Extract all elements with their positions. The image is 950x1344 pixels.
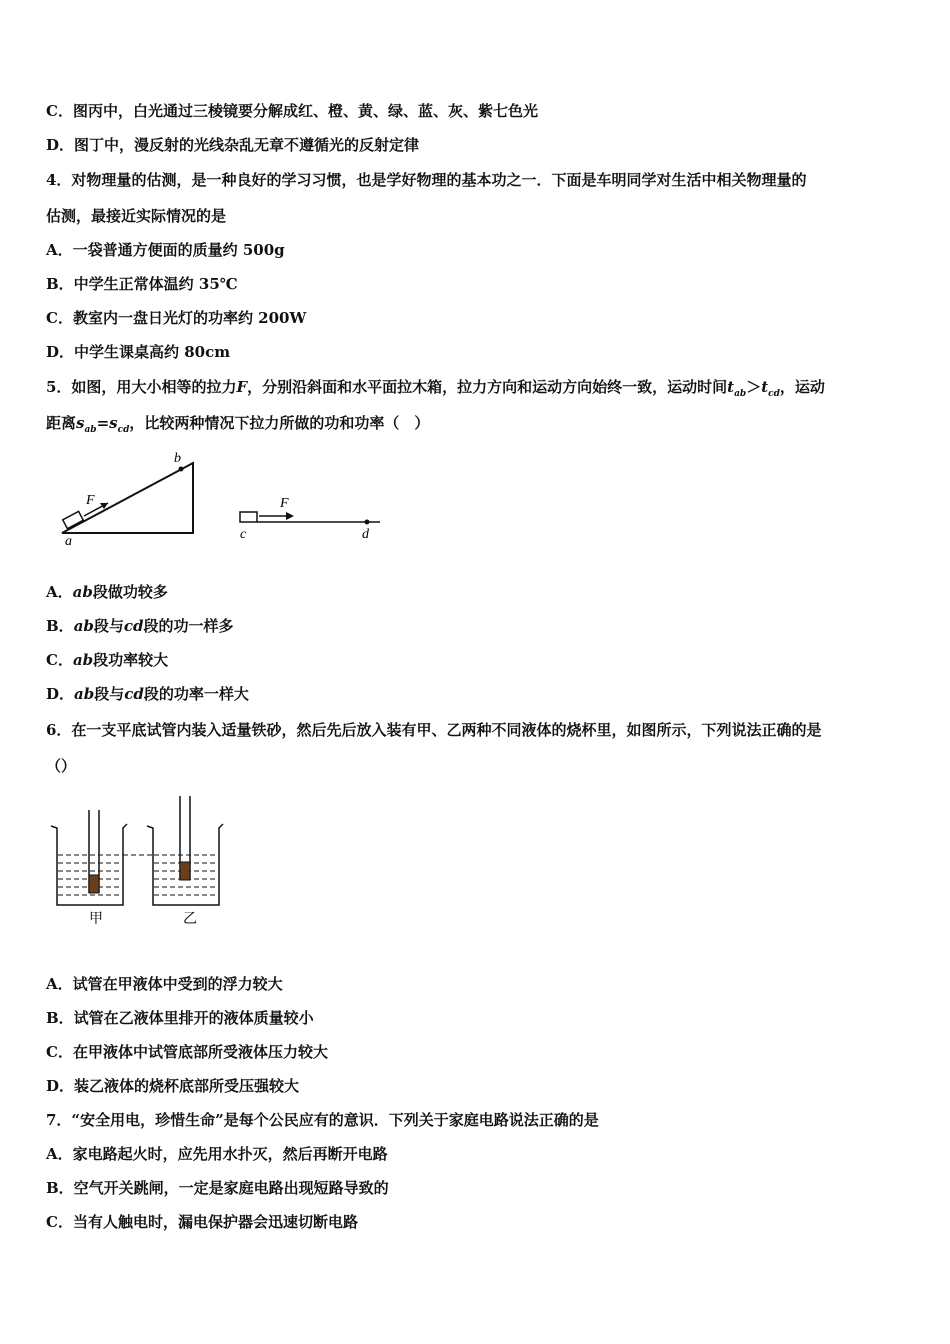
q4-stem-line1: 4．对物理量的估测，是一种良好的学习习惯，也是学好物理的基本功之一．下面是车明同学对生活中相关物理量的 bbox=[46, 171, 807, 189]
test-tube-yi bbox=[180, 862, 190, 880]
floor-force-arrow bbox=[286, 512, 294, 520]
q4-option-a: A．一袋普通方便面的质量约 500g bbox=[46, 241, 285, 259]
box-on-floor bbox=[240, 512, 257, 522]
q5-option-b: B．ab段与cd段的功一样多 bbox=[46, 617, 234, 635]
q5-figure bbox=[50, 448, 390, 548]
q7-option-c: C．当有人触电时，漏电保护器会迅速切断电路 bbox=[46, 1213, 358, 1231]
svg-text:c: c bbox=[240, 527, 247, 542]
q6-stem-line2: （） bbox=[46, 757, 77, 775]
svg-text:a: a bbox=[65, 534, 72, 548]
svg-text:甲: 甲 bbox=[89, 911, 103, 927]
q6-option-a: A．试管在甲液体中受到的浮力较大 bbox=[46, 975, 283, 993]
test-tube-jia bbox=[89, 875, 99, 893]
q4-option-b: B．中学生正常体温约 35℃ bbox=[46, 275, 238, 293]
q7-option-a: A．家电路起火时，应先用水扑灭，然后再断开电路 bbox=[46, 1145, 388, 1163]
option-c-prev: C．图丙中，白光通过三棱镜要分解成红、橙、黄、绿、蓝、灰、紫七色光 bbox=[46, 102, 538, 120]
q6-stem-line1: 6．在一支平底试管内装入适量铁砂，然后先后放入装有甲、乙两种不同液体的烧杯里，如图所示，下列说法正确的是 bbox=[46, 721, 822, 739]
q6-option-c: C．在甲液体中试管底部所受液体压力较大 bbox=[46, 1043, 328, 1061]
svg-text:乙: 乙 bbox=[183, 911, 197, 927]
svg-text:d: d bbox=[362, 527, 369, 542]
q5-option-d: D．ab段与cd段的功率一样大 bbox=[46, 685, 249, 703]
option-d-prev: D．图丁中，漫反射的光线杂乱无章不遵循光的反射定律 bbox=[46, 136, 420, 154]
q6-option-d: D．装乙液体的烧杯底部所受压强较大 bbox=[46, 1077, 300, 1095]
svg-text:F: F bbox=[86, 493, 95, 508]
q4-stem-line2: 估测，最接近实际情况的是 bbox=[46, 207, 227, 225]
svg-text:F: F bbox=[280, 496, 289, 511]
q4-option-c: C．教室内一盘日光灯的功率约 200W bbox=[46, 309, 307, 327]
q7-option-b: B．空气开关跳闸，一定是家庭电路出现短路导致的 bbox=[46, 1179, 389, 1197]
q5-stem-line2: 距离$s_{ab}=s_{cd}$，比较两种情况下拉力所做的功和功率（ ） bbox=[46, 414, 430, 435]
svg-text:b: b bbox=[174, 451, 181, 466]
q5-option-c: C．ab段功率较大 bbox=[46, 651, 169, 669]
q7-stem: 7．“安全用电，珍惜生命”是每个公民应有的意识．下列关于家庭电路说法正确的是 bbox=[46, 1111, 599, 1129]
q6-figure bbox=[45, 792, 235, 932]
box-on-incline bbox=[63, 511, 84, 528]
q5-stem-line1: 5．如图，用大小相等的拉力F，分别沿斜面和水平面拉木箱，拉力方向和运动方向始终一致，运动时间$t_{ab}>t_{cd}$，运动 bbox=[46, 378, 825, 399]
incline-triangle bbox=[62, 463, 193, 533]
q6-option-b: B．试管在乙液体里排开的液体质量较小 bbox=[46, 1009, 314, 1027]
q5-option-a: A．ab段做功较多 bbox=[46, 583, 168, 601]
q4-option-d: D．中学生课桌高约 80cm bbox=[46, 343, 231, 361]
